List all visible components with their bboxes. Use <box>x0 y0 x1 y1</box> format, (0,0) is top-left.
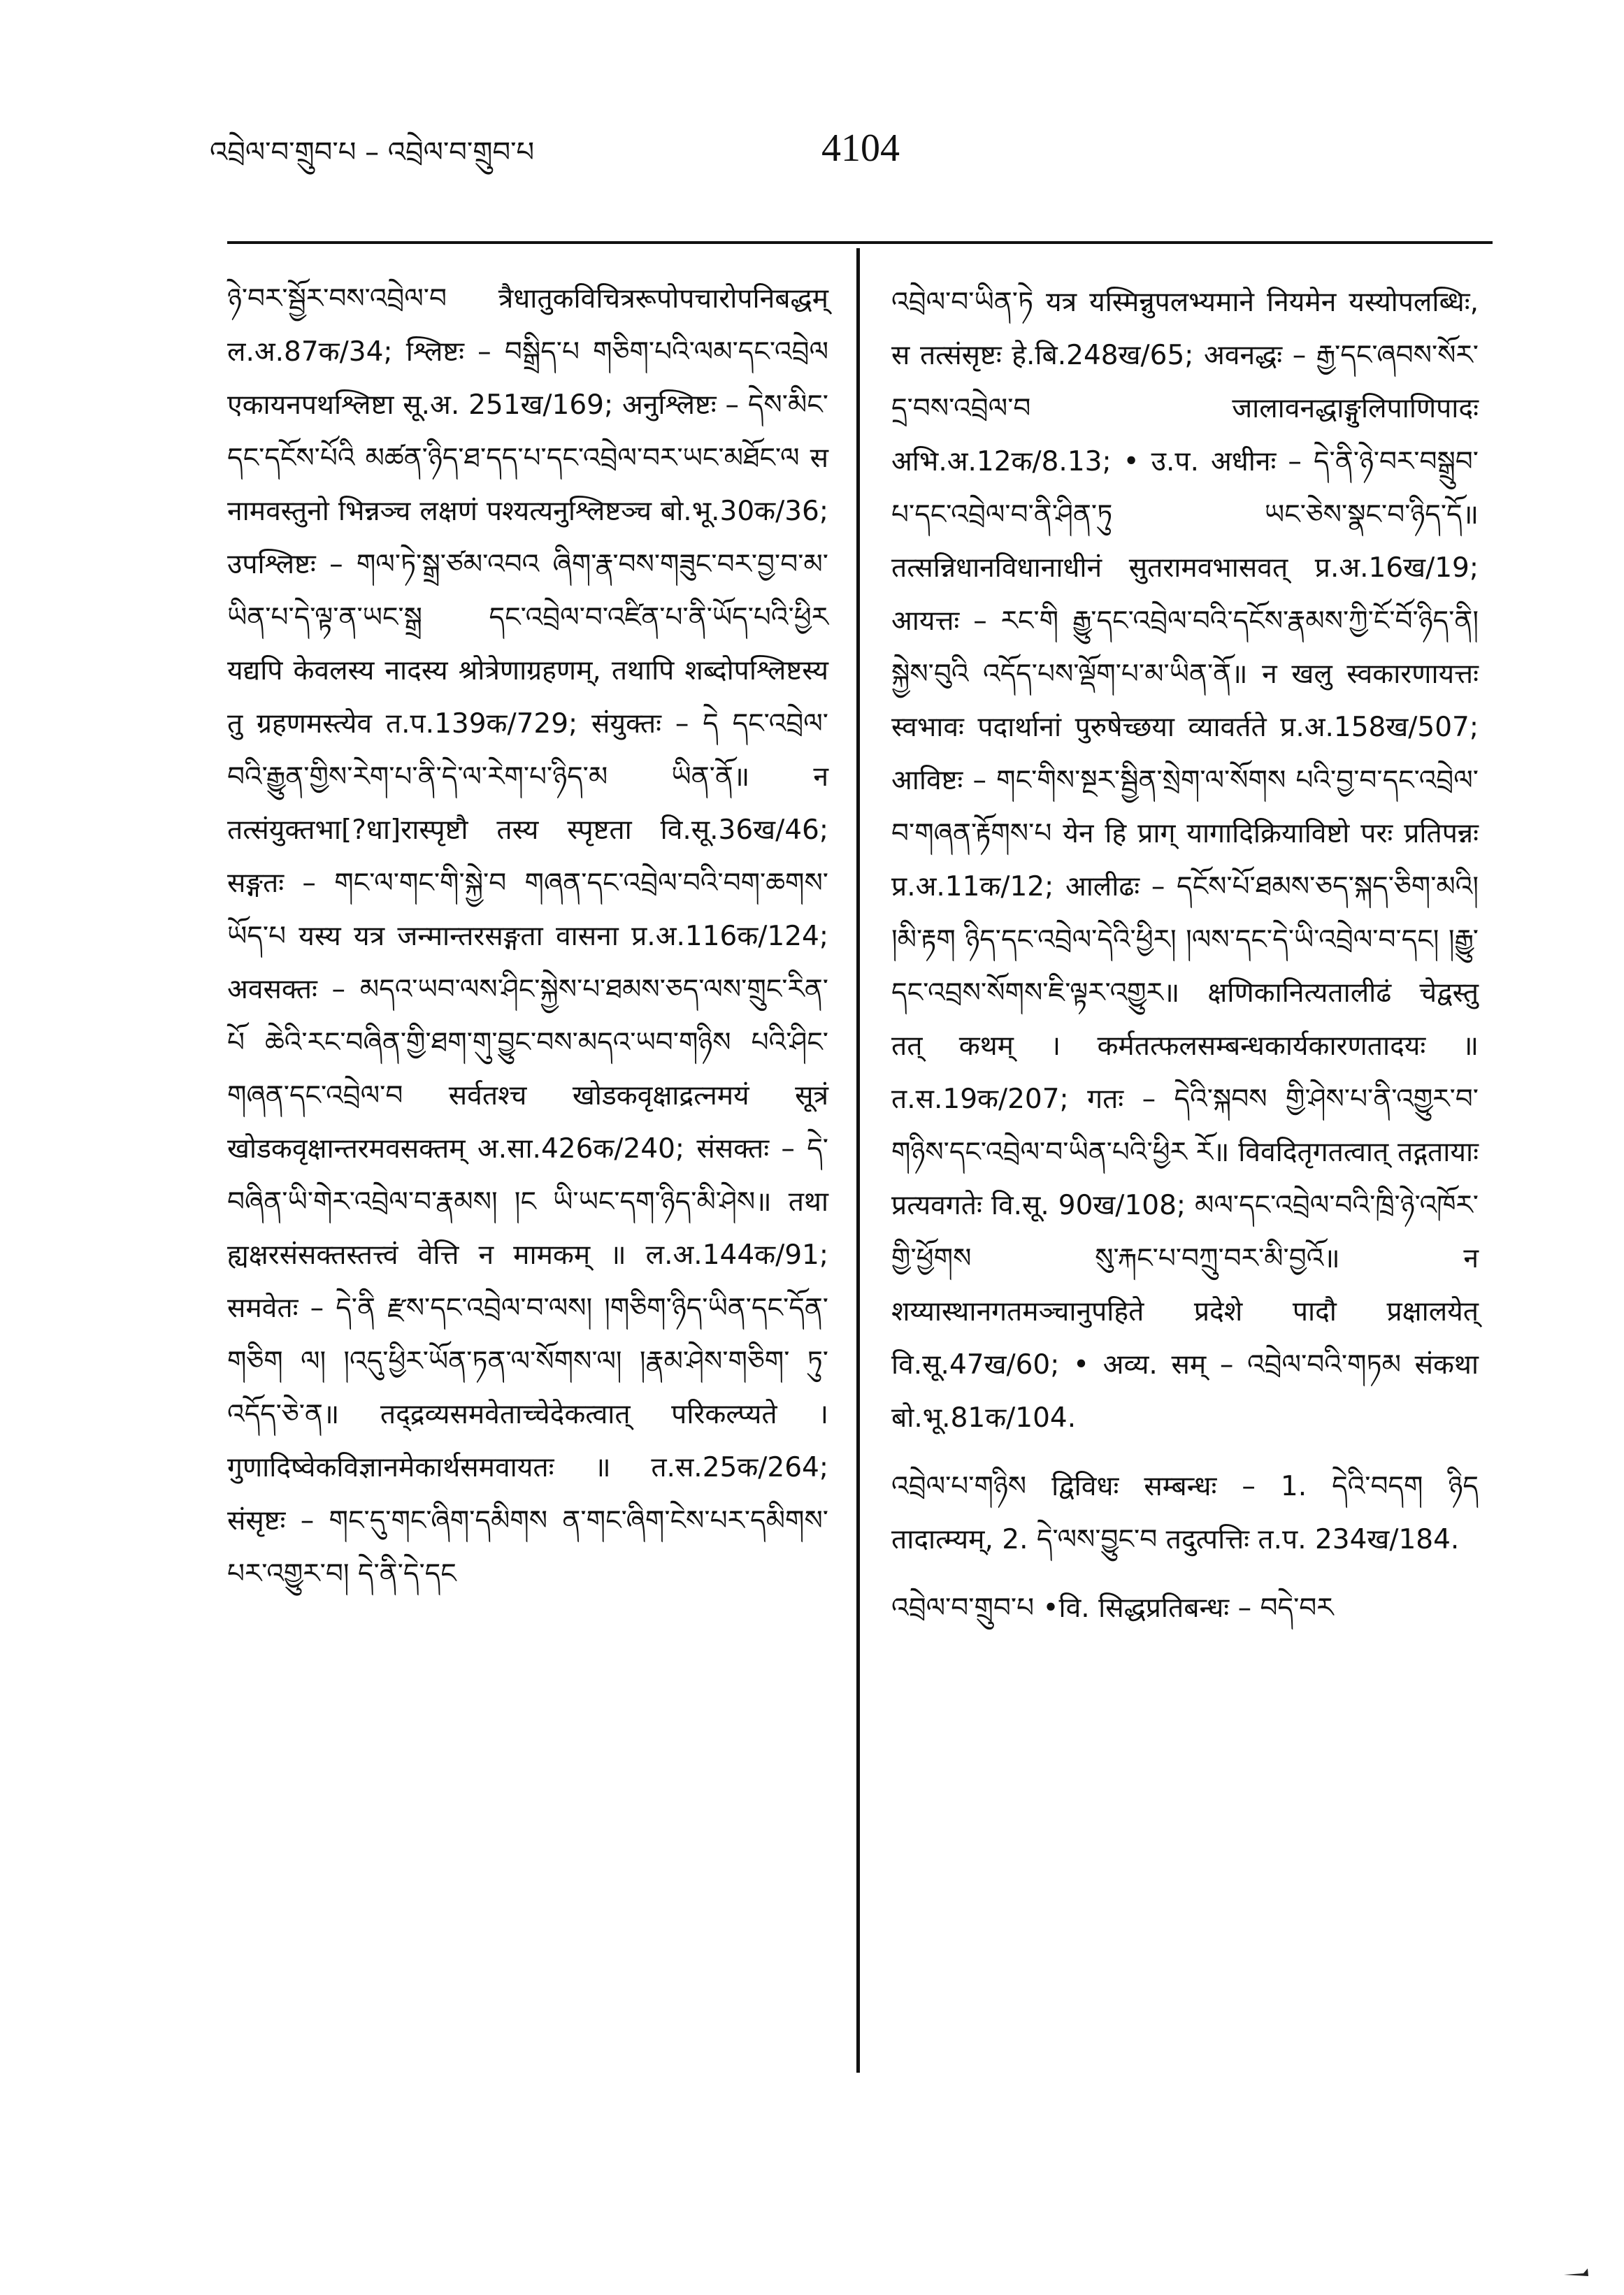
entry-continuation: འབྲེལ་བ་ཡིན་ཏེ यत्र यस्मिन्नुपलभ्यमाने नियमेन यस्योपलब्धिः, स तत्संसृष्टः हे.बि.248ख/65; अवनद्धः – རྒྱ་དང་ཞབས་སོར་དྲ་བས་འབྲེལ་བ जालावनद्धाङ्गुलिपाणिपादः अभि.अ.12क/8.13; • उ.प. अधीनः – དེ་ནི་ཉེ་བར་བསྒྲུབ་པ་དང་འབྲེལ་བ་ནི་ཤིན་ཏུ ཡང་ཅེས་སྣང་བ་ཉིད་དོ॥ तत्सन्निधानविधानाधीनं सुतरामवभासवत् प्र.अ.16ख/19; आयत्तः – རང་གི རྒྱུ་དང་འབྲེལ་བའི་དངོས་རྣམས་ཀྱི་ངོ་བོ་ཉིད་ནི། སྐྱེས་བུའི འདོད་པས་ལྡོག་པ་མ་ཡིན་ནོ॥ न खलु स्वकारणायत्तः स्वभावः पदार्थानां पुरुषेच्छया व्यावर्तते प्र.अ.158ख/507; आविष्टः – གང་གིས་སྔར་སྦྱིན་སྲེག་ལ་སོགས པའི་བྱ་བ་དང་འབྲེལ་བ་གཞན་རྟོགས་པ येन हि प्राग् यागादिक्रियाविष्टो परः प्रतिपन्नः प्र.अ.11क/12; आलीढः – དངོས་པོ་ཐམས་ཅད་སྐད་ཅིག་མའི། །མི་རྟག ཉིད་དང་འབྲེལ་དེའི་ཕྱིར། །ལས་དང་དེ་ཡི་འབྲེལ་བ་དང། །རྒྱུ་དང་འབྲས་སོགས་ཇི་ལྟར་འགྱུར॥ क्षणिकानित्यतालीढं चेद्वस्तु तत् कथम् । कर्मतत्फलसम्बन्धकार्यकारणतादयः ॥ त.स.19क/207; गतः – དེའི་སྐབས གྱི་ཤེས་པ་ནི་འགྱུར་བ་གཉིས་དང་འབྲེལ་བ་ཡིན་པའི་ཕྱིར རོ॥ विवदितृगतत्वात् तद्गतायाः प्रत्यवगतेः वि.सू. 90ख/108; མལ་དང་འབྲེལ་བའི་ཁྲི་ཉེ་འཁོར་གྱི་ཕྱོགས སུ་རྐང་པ་བཀྲུ་བར་མི་བྱའོ॥ न शय्यास्थानगतमञ्चानुपहिते प्रदेशे पादौ प्रक्षालयेत् वि.सू.47ख/60; • अव्य. सम् – འབྲེལ་བའི་གཏམ संकथा बो.भू.81क/104. <box>891 287 1479 1434</box>
left-column-text: ཉེ་བར་སྦྱོར་བས་འབྲེལ་བ त्रैधातुकविचित्ररूपोपचारोपनिबद्धम् ल.अ.87क/34; श्लिष्टः – བསྒྲིད་པ གཅིག་པའི་ལམ་དང་འབྲེལ एकायनपथश्लिष्टा सू.अ. 251ख/169; अनुश्लिष्टः – དེས་མིང་དང་དངོས་པོའི མཚན་ཉིད་ཐ་དད་པ་དང་འབྲེལ་བར་ཡང་མཐོང་ལ स नामवस्तुनो भिन्नञ्च लक्षणं पश्यत्यनुश्लिष्टञ्च बो.भू.30क/36; उपश्लिष्टः – གལ་ཏེ་སྒྲ་ཙམ་འབའ ཞིག་རྣ་བས་གཟུང་བར་བྱ་བ་མ་ཡིན་པ་དེ་ལྟ་ན་ཡང་སྒྲ དང་འབྲེལ་བ་འཛིན་པ་ནི་ཡོད་པའི་ཕྱིར यद्यपि केवलस्य नादस्य श्रोत्रेणाग्रहणम्, तथापि शब्दोपश्लिष्टस्य तु ग्रहणमस्त्येव त.प.139क/729; संयुक्तः – དེ དང་འབྲེལ་བའི་རྒྱུན་གྱིས་རེག་པ་ནི་དེ་ལ་རེག་པ་ཉིད་མ ཡིན་ནོ॥ न तत्संयुक्तभा[?धा]रास्पृष्टौ तस्य स्पृष्टता वि.सू.36ख/46; सङ्गतः – གང་ལ་གང་གི་སྐྱེ་བ གཞན་དང་འབྲེལ་བའི་བག་ཆགས་ཡོད་པ यस्य यत्र जन्मान्तरसङ्गता वासना प्र.अ.116क/124; अवसक्तः – མདའ་ཡབ་ལས་ཤིང་སྐྱེས་པ་ཐམས་ཅད་ལས་གྲུང་རིན་པོ ཆེའི་རང་བཞིན་གྱི་ཐག་གུ་བྱུང་བས་མདའ་ཡབ་གཉིས པའི་ཤིང་གཞན་དང་འབྲེལ་བ सर्वतश्च खोडकवृक्षाद्रत्नमयं सूत्रं खोडकवृक्षान्तरमवसक्तम् अ.सा.426क/240; संसक्तः – དེ་བཞིན་ཡི་གེར་འབྲེལ་བ་རྣམས། །ང ཡི་ཡང་དག་ཉིད་མི་ཤེས॥ तथा ह्यक्षरसंसक्तस्तत्त्वं वेत्ति न मामकम् ॥ ल.अ.144क/91; समवेतः – དེ་ནི རྫས་དང་འབྲེལ་བ་ལས། །གཅིག་ཉིད་ཡིན་དང་དོན་གཅིག ལ། །འདུ་ཕྱིར་ཡོན་ཏན་ལ་སོགས་ལ། །རྣམ་ཤེས་གཅིག་ ཏུ་འདོད་ཅེ་ན॥ तद्द्रव्यसमवेताच्चेदेकत्वात् परिकल्प्यते । गुणादिष्वेकविज्ञानमेकार्थसमवायतः ॥ त.स.25क/264; संसृष्टः – གང་དུ་གང་ཞིག་དམིགས ན་གང་ཞིག་ངེས་པར་དམིགས་པར་འགྱུར་བ། དེ་ནི་དེ་དང <box>227 283 828 1590</box>
right-column <box>891 276 1479 1650</box>
running-head: འབྲེལ་བ་གྲུབ་པ – འབྲེལ་བ་གྲུབ་པ <box>210 136 535 168</box>
left-column <box>227 273 828 1601</box>
page-number: 4104 <box>821 127 900 170</box>
corner-scan-mark <box>1562 2266 1589 2278</box>
column-divider <box>856 248 860 2073</box>
entry-dvividha-sambandha: འབྲེལ་པ་གཉིས द्विविधः सम्बन्धः – 1. དེའི་བདག ཉིད तादात्म्यम्, 2. དེ་ལས་བྱུང་བ तदुत्पत्तिः त.प. 234ख/184. <box>891 1471 1479 1555</box>
top-rule <box>227 241 1493 244</box>
entry-siddha-pratibandha: འབྲེལ་བ་གྲུབ་པ •वि. सिद्धप्रतिबन्धः – བདེ་བར <box>891 1592 1334 1624</box>
